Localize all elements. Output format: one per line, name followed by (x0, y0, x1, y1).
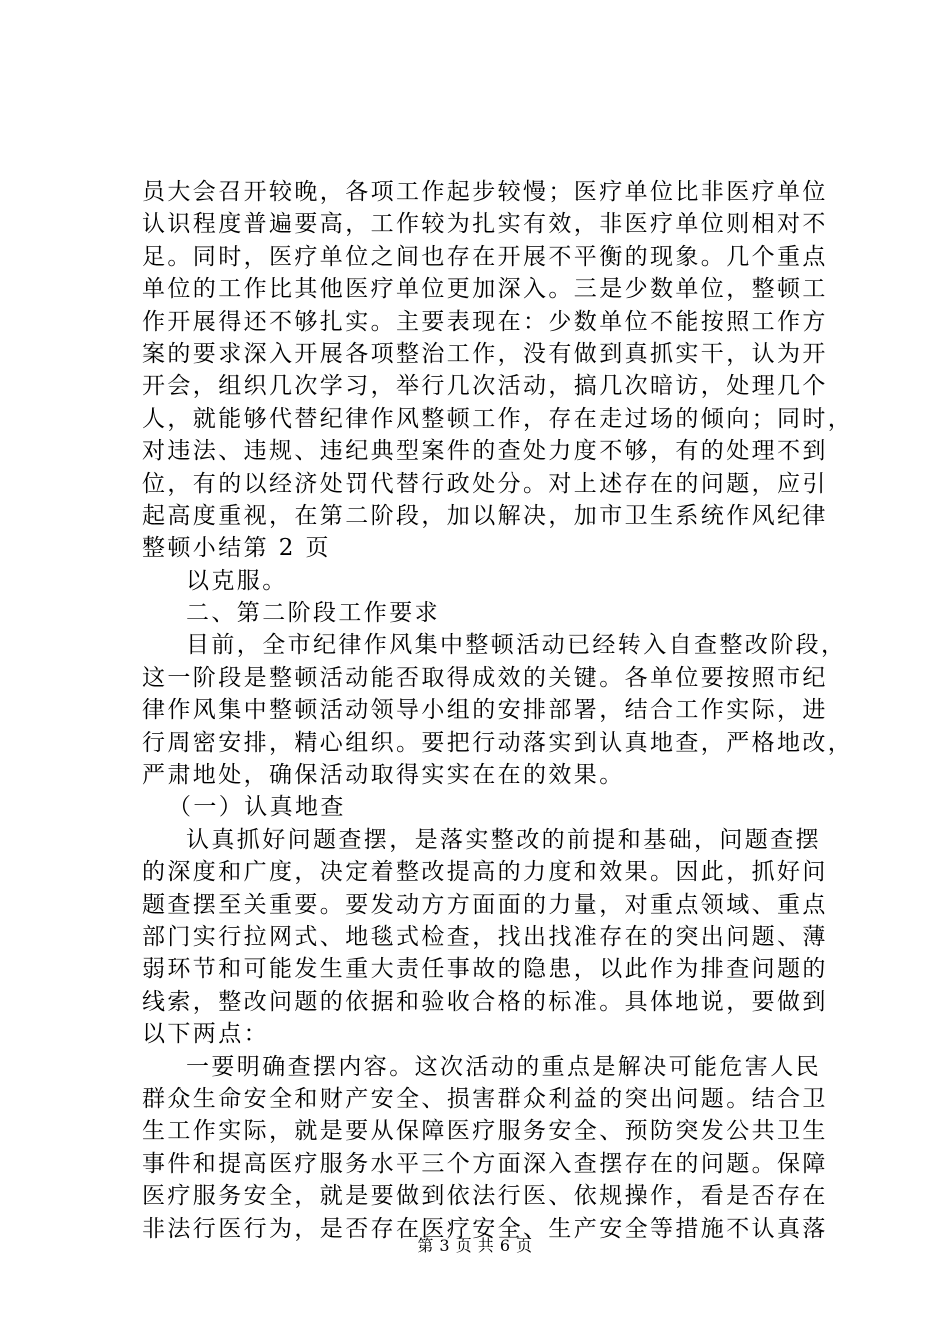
text-line: 一要明确查摆内容。这次活动的重点是解决可能危害人民 (186, 1053, 821, 1080)
text-line: 以克服。 (186, 567, 288, 594)
text-line: 整顿小结第 2 页 (142, 535, 331, 562)
text-line: 行周密安排，精心组织。要把行动落实到认真地查，严格地改， (142, 729, 854, 756)
text-line: 严肃地处，确保活动取得实实在在的效果。 (142, 762, 625, 789)
text-line: 这一阶段是整顿活动能否取得成效的关键。各单位要按照市纪 (142, 664, 828, 691)
text-line: 员大会召开较晚，各项工作起步较慢；医疗单位比非医疗单位 (142, 179, 828, 205)
text-line: 案的要求深入开展各项整治工作，没有做到真抓实干，认为开 (142, 340, 828, 367)
text-line: 单位的工作比其他医疗单位更加深入。三是少数单位，整顿工 (142, 276, 828, 303)
text-line: 线索，整改问题的依据和验收合格的标准。具体地说，要做到 (142, 988, 828, 1015)
text-line: 群众生命安全和财产安全、损害群众利益的突出问题。结合卫 (142, 1085, 828, 1112)
text-line: 生工作实际，就是要从保障医疗服务安全、预防突发公共卫生 (142, 1118, 828, 1145)
text-line: 对违法、违规、违纪典型案件的查处力度不够，有的处理不到 (142, 438, 828, 465)
subsection-heading: （一）认真地查 (168, 794, 346, 821)
text-line: 的深度和广度，决定着整改提高的力度和效果。因此，抓好问 (142, 859, 828, 886)
page-number-footer: 第 3 页 共 6 页 (417, 1236, 533, 1255)
text-line: 作开展得还不够扎实。主要表现在：少数单位不能按照工作方 (142, 308, 828, 335)
text-line: 足。同时，医疗单位之间也存在开展不平衡的现象。几个重点 (142, 243, 828, 270)
text-line: 弱环节和可能发生重大责任事故的隐患，以此作为排查问题的 (142, 956, 828, 983)
body-text (142, 176, 854, 1245)
text-line: 起高度重视，在第二阶段，加以解决，加市卫生系统作风纪律 (142, 502, 828, 529)
text-line: 认真抓好问题查摆，是落实整改的前提和基础，问题查摆 (186, 826, 821, 853)
text-line: 事件和提高医疗服务水平三个方面深入查摆存在的问题。保障 (142, 1150, 828, 1177)
text-line: 律作风集中整顿活动领导小组的安排部署，结合工作实际，进 (142, 697, 828, 724)
text-line: 题查摆至关重要。要发动方方面面的力量，对重点领域、重点 (142, 891, 828, 918)
text-line: 人，就能够代替纪律作风整顿工作，存在走过场的倾向；同时， (142, 405, 854, 432)
text-line: 位，有的以经济处罚代替行政处分。对上述存在的问题，应引 (142, 470, 828, 497)
text-line: 以下两点： (142, 1021, 269, 1048)
text-line: 部门实行拉网式、地毯式检查，找出找准存在的突出问题、薄 (142, 923, 828, 950)
text-line: 认识程度普遍要高，工作较为扎实有效，非医疗单位则相对不 (142, 211, 828, 238)
text-line: 目前，全市纪律作风集中整顿活动已经转入自查整改阶段， (186, 632, 847, 659)
text-line: 医疗服务安全，就是要做到依法行医、依规操作，看是否存在 (142, 1183, 828, 1210)
section-heading: 二、第二阶段工作要求 (186, 600, 440, 627)
text-line: 非法行医行为，是否存在医疗安全、生产安全等措施不认真落 (142, 1215, 828, 1242)
text-line: 开会，组织几次学习，举行几次活动，搞几次暗访，处理几个 (142, 373, 828, 400)
